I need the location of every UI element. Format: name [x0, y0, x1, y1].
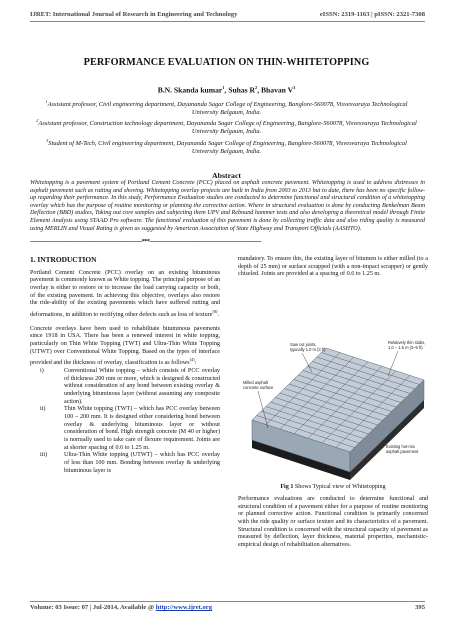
header-divider — [30, 21, 425, 22]
label-slabs-2: 1.0 – 1.5 m (3–5 ft) — [388, 345, 423, 350]
list-text: Thin White topping (TWT) – which has PCC overlay between 100 – 200 mm. It is designed either considering bond between overlay & underlying bituminous layer or without consideration of bond. High strength concrete (M 40 or higher) is normally used to take care of flexure requirement. Joints are at shorter spacing of 0.6 to 1.25 m. — [64, 406, 220, 451]
label-surface-2: typically 1.0 m (3 ft) — [290, 347, 326, 352]
label-surface-1: Saw cut joints, — [290, 342, 317, 347]
aff-sup: 2 — [36, 118, 39, 123]
aff-text: Assistant professor, Construction technology department, Dayananda Sagar College of Engineering, Banglore-560078, Visvesvaraya Technological University Belgaum, India. — [38, 120, 417, 136]
label-milled-1: Milled asphalt — [243, 380, 269, 385]
running-header — [30, 11, 425, 18]
author-sep: , — [257, 85, 261, 95]
page-number: 395 — [415, 604, 425, 611]
issn: eISSN: 2319-1163 | pISSN: 2321-7308 — [319, 11, 425, 18]
section-separator: -------------------------------------------------------------------------***------------------------------------------------------------------------- — [30, 238, 261, 245]
overlay-classification-list — [30, 368, 220, 475]
caption-text: Shows Typical view of Whitetopping — [293, 484, 386, 490]
right-paragraph-2: Performance evaluations are conducted to determine functional and structural condition of a pavement either for a purpose of routine monitoring or planned corrective action. Functional condition is primarily concerned with the ride quality or surface texture and its characteristics of a pavement. Structural condition is concerned with the structural capacity of pavement as measured by deflection, layer thickness, material properties, mechanistic-empirical design of rehabilitation alternatives. — [238, 496, 428, 548]
paper-title: PERFORMANCE EVALUATION ON THIN-WHITETOPPING — [83, 57, 370, 68]
running-footer — [30, 604, 425, 611]
list-item — [40, 406, 220, 452]
citation: [8] — [212, 308, 218, 314]
author-3-sup: 3 — [293, 85, 296, 90]
aff-sup: 3 — [46, 138, 49, 143]
figure-caption — [238, 484, 428, 490]
right-column-top — [238, 256, 428, 285]
label-slabs-1: Relatively thin slabs, — [388, 340, 426, 345]
author-3: Bhavan V — [260, 85, 294, 95]
abstract-body: Whitetopping is a pavement system of Portland Cement Concrete (PCC) placed on asphalt concrete pavement. Whitetopping is used to address distresses in asphalt pavement such as rutting and shoving. Whitetopping overlay projects are built in India from 2003 to 2013 but to date, there has been no specific follow-up regarding their performance. In this study, Performance Evaluation studies are conducted to determine functional and structural condition of a whitetopping overlay which has the purpose of routine monitoring or planning the corrective action. Where in structural evaluation is done by conducting Benkelman Beam Deflection (BBD) studies, Taking out core samples and subjecting them UPV and Rebound hammer tests and also developing a theoretical model through Finite Element Analysis using STAAD Pro software. The functional evaluation of this pavement is done by collecting traffic data and also riding quality is measured using MERLIN and Visual Rating is given as suggested by American Association of State Highway and Transport Officials (AASHTO). — [30, 180, 425, 232]
para-text: Portland Cement Concrete (PCC) overlay on an existing bituminous pavement is commonly known as White topping. The principal purpose of an overlay is either to restore or to increase the load carrying capacity or both, of the existing pavement. In achieving this objective, overlays also restore the ride-ability of the existing pavements which have suffered rutting and deformations, in addition to rectifying other defects such as loss of texture — [30, 269, 220, 318]
whitetopping-figure — [238, 332, 428, 480]
list-marker: iii) — [40, 452, 48, 459]
right-column-bottom — [238, 496, 428, 556]
right-paragraph-1: mandatory. To ensure this, the existing layer of bitumen is either milled (to a depth of 25 mm) or surface scrapped (with a non-impact scrapper) or gently chiseled. Joints are provided at a spacing of 0.6 to 1.25 m. — [238, 256, 428, 278]
label-milled-2: concrete surface — [243, 385, 274, 390]
affiliation-2 — [34, 117, 419, 136]
author-sep: , — [224, 85, 229, 95]
aff-sup: 1 — [45, 99, 48, 104]
intro-paragraph-1 — [30, 270, 220, 320]
aff-text: Student of M-Tech, Civil engineering department, Dayananda Sagar College of Engineering, Banglore-560078, Visvesvaraya Technological University Belgaum, India. — [48, 140, 407, 156]
list-text: Conventional White topping – which consists of PCC overlay of thickness 200 mm or more, which is designed & constructed without consideration of any bond between existing overlay & underlying bituminous layer (without assuming any composite action). — [64, 367, 220, 405]
aff-text: Assistant professor, Civil engineering department, Dayananda Sagar College of Engineering, Banglore-560078, Visvesvaraya Technological University Belgaum, India. — [47, 101, 408, 117]
volume-info — [30, 604, 212, 611]
section-heading: 1. INTRODUCTION — [30, 255, 97, 264]
citation: [4] — [189, 357, 195, 363]
volume-text: Volume: 03 Issue: 07 | Jul-2014, Available @ — [30, 604, 156, 611]
journal-link[interactable]: http://www.ijret.org — [155, 604, 213, 611]
intro-paragraph-2 — [30, 326, 220, 368]
author-2-sup: 2 — [255, 85, 258, 90]
author-1-sup: 1 — [222, 85, 225, 90]
author-1: B.N. Skanda kumar — [157, 85, 223, 95]
label-existing-1: Existing hot-mix — [386, 444, 415, 449]
author-list — [0, 85, 453, 95]
affiliation-1 — [34, 98, 419, 117]
para-end: : — [194, 360, 197, 367]
author-2: Suhas R — [228, 85, 256, 95]
list-text: Ultra-Thin White topping (UTWT) – which has PCC overlay of less than 100 mm. Bonding between overlay & underlying bituminous layer is — [64, 452, 220, 474]
journal-name: IJRET: International Journal of Research in Engineering and Technology — [30, 11, 238, 18]
para-end: . — [217, 311, 220, 318]
caption-label: Fig 1 — [280, 484, 294, 490]
affiliation-3 — [34, 137, 419, 156]
left-column — [30, 256, 220, 475]
para-text: Concrete overlays have been used to rehabilitate bituminous pavements since 1918 in USA. There has been a renewed interest in white topping, particularly on Thin White Topping (TWT) and Ultra-Thin White Topping (UTWT) over Conventional White Topping. Based on the types of interface provided and the thickness of overlay, classification is as follows — [30, 325, 220, 367]
list-item — [40, 452, 220, 475]
list-item — [40, 367, 220, 406]
list-marker: i) — [40, 367, 44, 374]
footer-divider — [30, 601, 425, 602]
list-marker: ii) — [40, 406, 46, 413]
label-existing-2: asphalt pavement — [386, 449, 419, 454]
abstract-heading: Abstract — [211, 171, 241, 180]
